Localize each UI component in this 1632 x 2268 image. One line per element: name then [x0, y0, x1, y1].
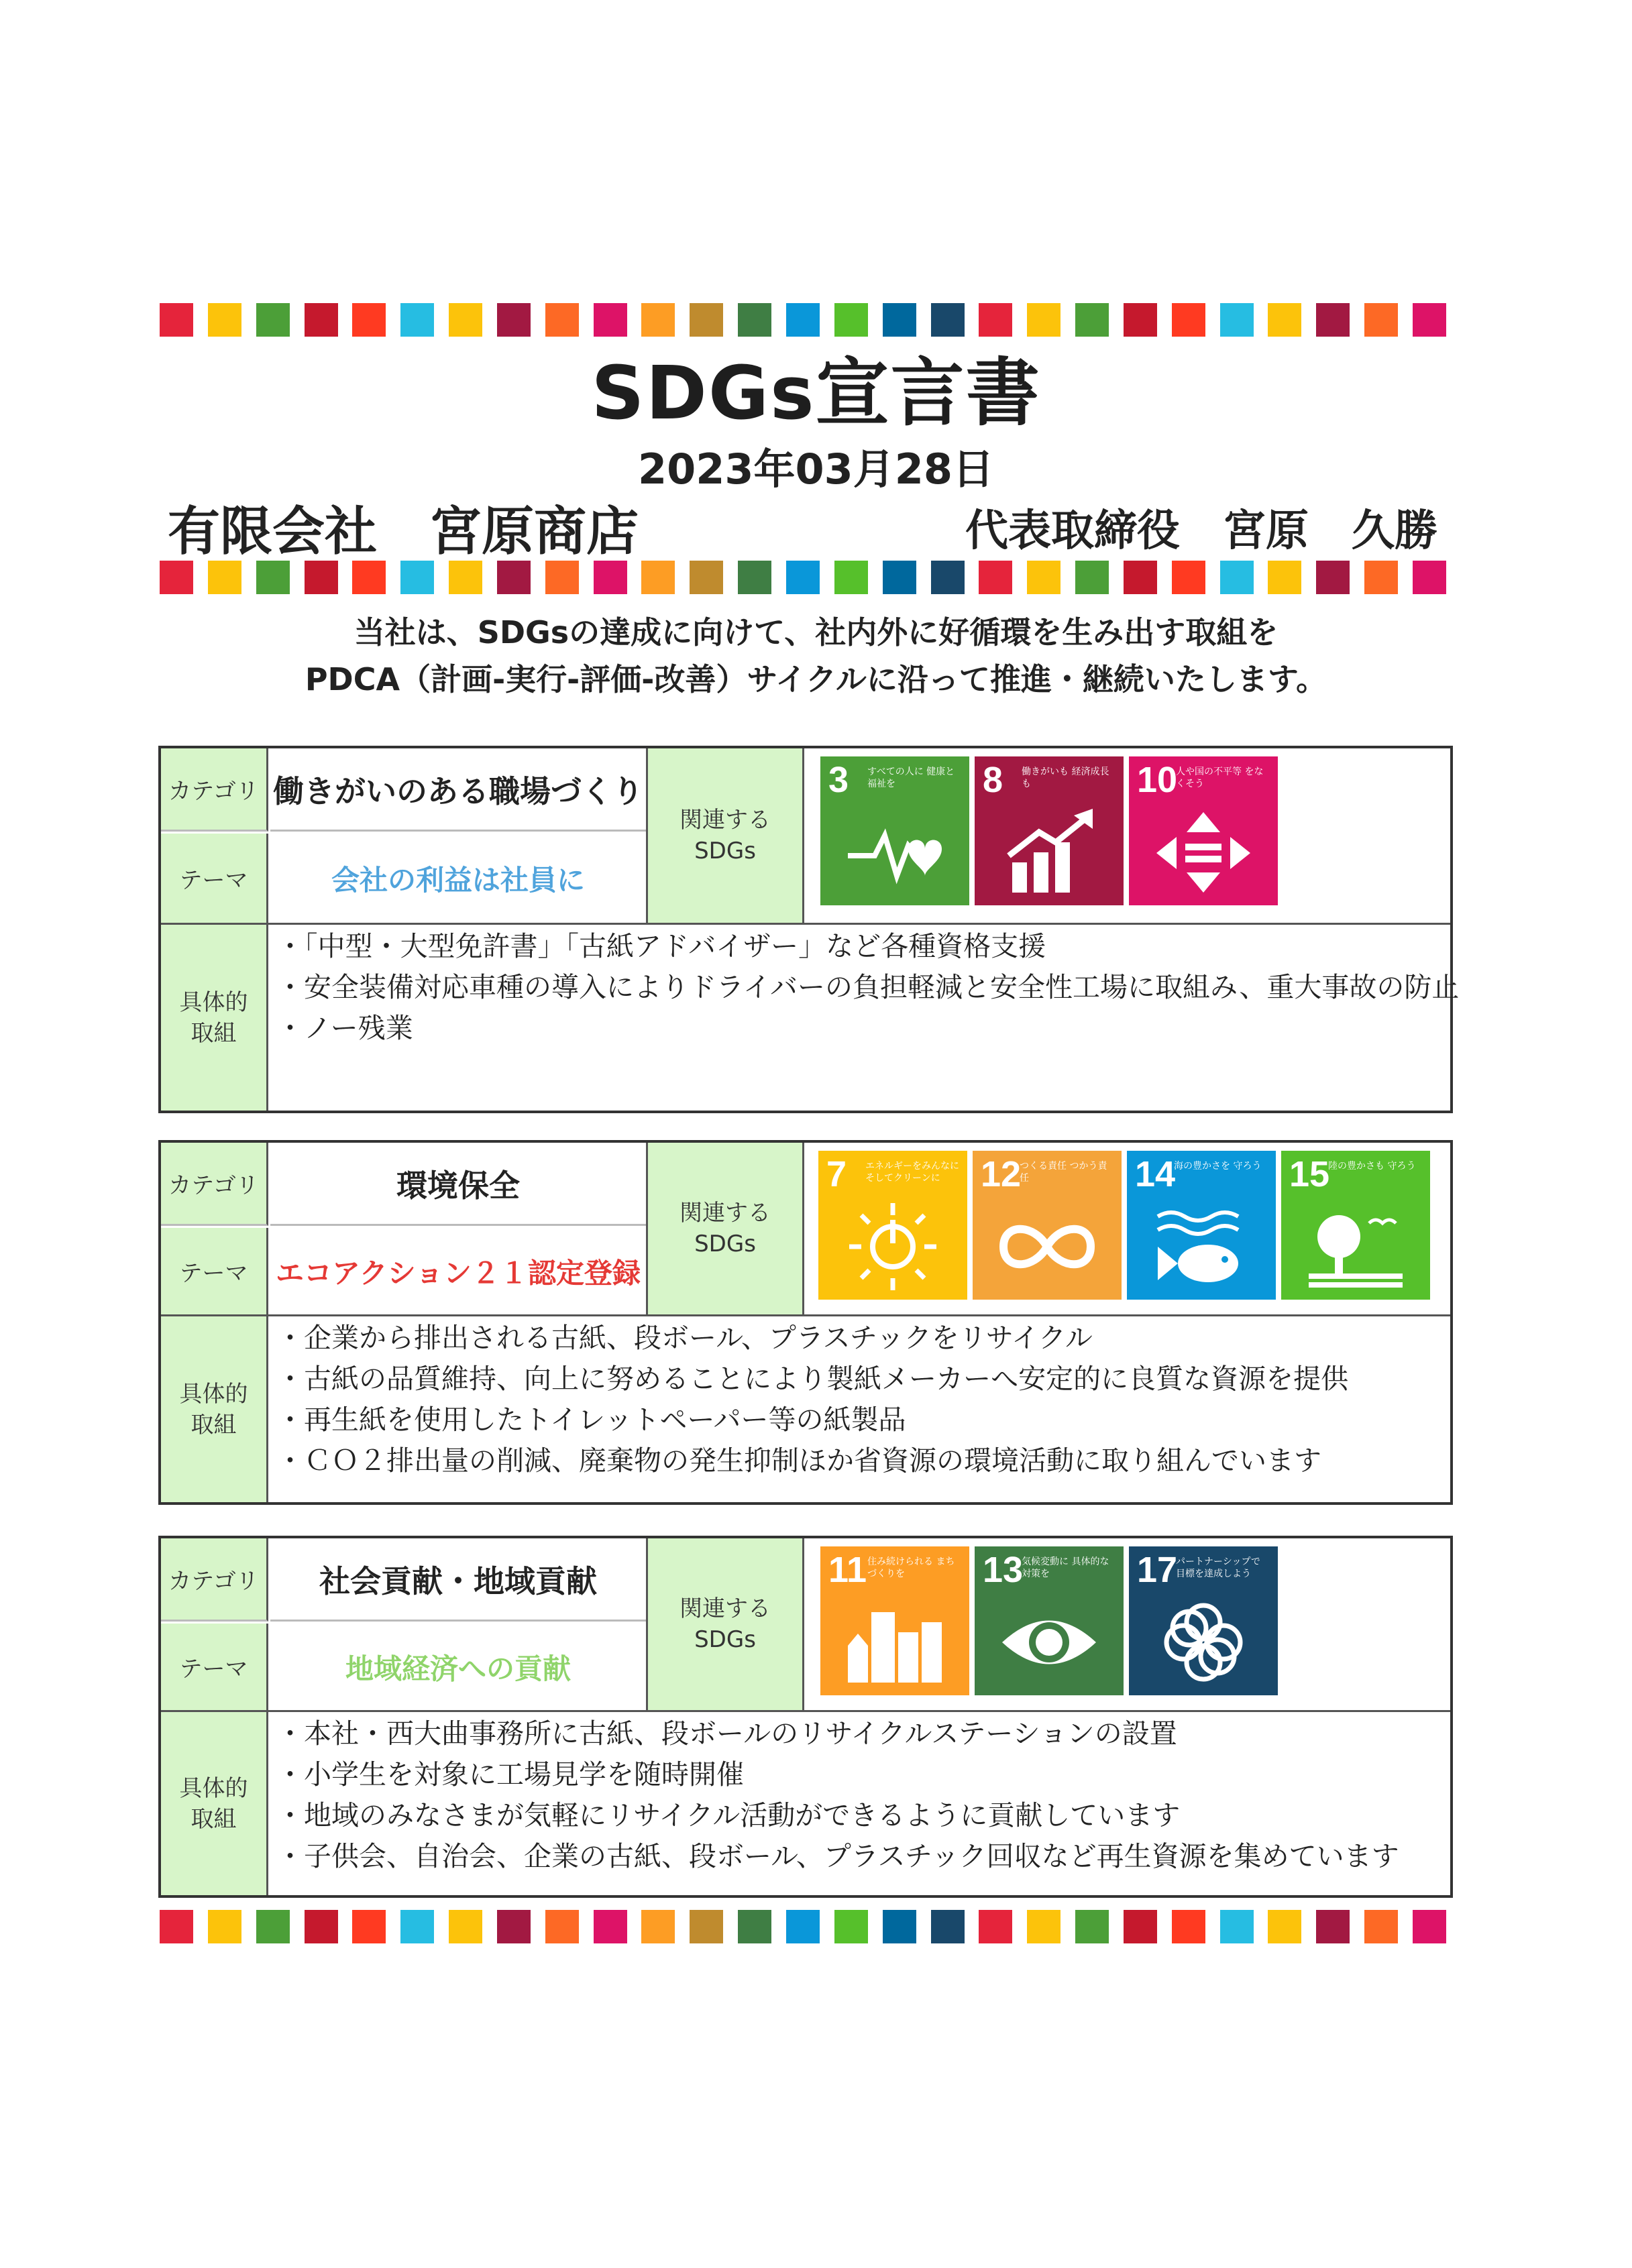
sdg-number: 10: [1137, 760, 1178, 800]
fish-icon: [1151, 1203, 1252, 1290]
color-square: [400, 1910, 434, 1943]
sdg-icon-row: [820, 756, 1278, 905]
color-square: [1316, 303, 1350, 337]
earth-eye-icon: [999, 1599, 1099, 1686]
color-square: [1027, 303, 1060, 337]
sdg-goal-7-tile: [818, 1151, 967, 1300]
action-item: ・「中型・大型免許書」「古紙アドバイザー」など各種資格支援: [276, 930, 1046, 962]
color-square: [1220, 303, 1254, 337]
sdg-caption: すべての人に 健康と福祉を: [867, 767, 955, 789]
color-square: [883, 1910, 916, 1943]
category-value: 環境保全: [270, 1143, 646, 1226]
color-square: [1172, 1910, 1205, 1943]
color-square: [1124, 303, 1157, 337]
color-square: [497, 1910, 531, 1943]
color-square: [738, 1910, 771, 1943]
theme-value: 会社の利益は社員に: [331, 863, 585, 897]
theme-value: 地域経済への貢献: [345, 1652, 571, 1685]
sdg-number: 11: [828, 1550, 867, 1590]
color-square: [786, 561, 820, 594]
color-square: [1075, 1910, 1109, 1943]
declaration-date: 2023年03月28日: [637, 445, 995, 494]
category-label: カテゴリ: [161, 748, 268, 832]
color-square: [1413, 303, 1446, 337]
header-divider: [161, 1710, 1450, 1712]
color-strip-bottom: [160, 1910, 1446, 1943]
sdg-caption: 住み続けられる まちづくりを: [867, 1556, 955, 1579]
sun-power-icon: [842, 1203, 943, 1290]
color-square: [594, 561, 627, 594]
city-icon: [845, 1599, 945, 1686]
sdg-goal-12-tile: [973, 1151, 1122, 1300]
category-label: カテゴリ: [161, 1143, 268, 1226]
color-square: [1172, 561, 1205, 594]
theme-value: エコアクション２１認定登録: [276, 1256, 641, 1290]
sdg-number: 7: [826, 1154, 847, 1194]
color-square: [305, 1910, 338, 1943]
color-square: [1075, 303, 1109, 337]
color-square: [1364, 1910, 1398, 1943]
company-name: 有限会社 宮原商店: [168, 502, 639, 562]
tree-icon: [1305, 1203, 1406, 1290]
color-square: [208, 1910, 241, 1943]
action-item: ・小学生を対象に工場見学を随時開催: [276, 1758, 744, 1791]
category-value: 働きがいのある職場づくり: [270, 748, 646, 832]
color-square: [1075, 561, 1109, 594]
actions-label: 具体的 取組: [161, 1712, 268, 1895]
sdg-caption: 働きがいも 経済成長も: [1022, 767, 1109, 789]
color-square: [690, 303, 723, 337]
actions-label: 具体的 取組: [161, 1316, 268, 1502]
color-square: [1027, 1910, 1060, 1943]
color-square: [931, 303, 965, 337]
sdg-goal-3-tile: [820, 756, 969, 905]
color-square: [931, 1910, 965, 1943]
color-square: [305, 303, 338, 337]
sdg-caption: 陸の豊かさも 守ろう: [1328, 1161, 1416, 1172]
action-item: ・ＣＯ２排出量の削減、廃棄物の発生抑制ほか省資源の環境活動に取り組んでいます: [276, 1444, 1321, 1477]
color-square: [449, 303, 482, 337]
color-square: [1124, 561, 1157, 594]
color-square: [305, 561, 338, 594]
color-square: [1220, 1910, 1254, 1943]
intro-line-2: PDCA（計画-実行-評価-改善）サイクルに沿って推進・継続いたします。: [305, 661, 1327, 697]
related-sdgs-label: 関連する SDGs: [646, 1538, 804, 1710]
sdg-number: 13: [983, 1550, 1024, 1590]
color-square: [449, 561, 482, 594]
color-square: [1268, 1910, 1301, 1943]
color-square: [931, 561, 965, 594]
color-strip-middle: [160, 561, 1446, 594]
color-square: [738, 561, 771, 594]
sdgs-section-environment: [158, 1140, 1453, 1505]
sdg-icon-row: [818, 1151, 1430, 1300]
color-square: [1268, 303, 1301, 337]
theme-label: テーマ: [161, 1228, 268, 1314]
color-square: [1316, 561, 1350, 594]
color-square: [1413, 1910, 1446, 1943]
color-square: [641, 303, 675, 337]
heartbeat-icon: [845, 809, 945, 896]
color-square: [786, 303, 820, 337]
sdg-caption: エネルギーをみんなに そしてクリーンに: [865, 1161, 959, 1184]
sdg-number: 12: [981, 1154, 1022, 1194]
color-strip-top: [160, 303, 1446, 337]
color-square: [160, 561, 193, 594]
color-square: [1220, 561, 1254, 594]
sdg-number: 14: [1135, 1154, 1176, 1194]
intro-line-1: 当社は、SDGsの達成に向けて、社内外に好循環を生み出す取組を: [353, 614, 1279, 650]
color-square: [160, 1910, 193, 1943]
representative-name: 代表取締役 宮原 久勝: [965, 506, 1437, 556]
infinity-icon: [997, 1203, 1097, 1290]
color-square: [352, 1910, 386, 1943]
action-item: ・地域のみなさまが気軽にリサイクル活動ができるように貢献しています: [276, 1799, 1181, 1831]
color-square: [786, 1910, 820, 1943]
sdg-number: 15: [1289, 1154, 1330, 1194]
sdg-goal-17-tile: [1129, 1546, 1278, 1695]
sdg-caption: パートナーシップで 目標を達成しよう: [1176, 1556, 1260, 1579]
actions-list: [272, 926, 1460, 1049]
sdg-goal-13-tile: [975, 1546, 1124, 1695]
color-square: [545, 303, 579, 337]
sdg-goal-15-tile: [1281, 1151, 1430, 1300]
color-square: [594, 303, 627, 337]
sdg-caption: 気候変動に 具体的な対策を: [1022, 1556, 1109, 1579]
action-item: ・企業から排出される古紙、段ボール、プラスチックをリサイクル: [276, 1322, 1093, 1354]
action-item: ・子供会、自治会、企業の古紙、段ボール、プラスチック回収など再生資源を集めています: [276, 1840, 1399, 1872]
sdg-number: 8: [983, 760, 1003, 800]
category-label: カテゴリ: [161, 1538, 268, 1622]
header-divider: [161, 1314, 1450, 1316]
intro-text: [0, 609, 1632, 703]
action-item: ・古紙の品質維持、向上に努めることにより製紙メーカーへ安定的に良質な資源を提供: [276, 1363, 1349, 1395]
color-square: [979, 561, 1012, 594]
color-square: [979, 1910, 1012, 1943]
color-square: [690, 1910, 723, 1943]
color-square: [834, 561, 868, 594]
color-square: [641, 1910, 675, 1943]
sdg-goal-8-tile: [975, 756, 1124, 905]
sdg-caption: つくる責任 つかう責任: [1020, 1161, 1107, 1184]
theme-label: テーマ: [161, 1624, 268, 1710]
color-square: [834, 1910, 868, 1943]
color-square: [160, 303, 193, 337]
related-sdgs-label: 関連する SDGs: [646, 1143, 804, 1314]
color-square: [545, 561, 579, 594]
growth-chart-icon: [999, 809, 1099, 896]
category-value: 社会貢献・地域貢献: [270, 1538, 646, 1622]
color-square: [256, 1910, 290, 1943]
color-square: [497, 561, 531, 594]
color-square: [834, 303, 868, 337]
color-square: [979, 303, 1012, 337]
color-square: [352, 303, 386, 337]
color-square: [1364, 303, 1398, 337]
page-title: SDGs宣言書: [591, 350, 1041, 436]
actions-list: [272, 1713, 1450, 1877]
sdg-goal-10-tile: [1129, 756, 1278, 905]
sdg-number: 3: [828, 760, 849, 800]
color-square: [883, 303, 916, 337]
sdg-goal-14-tile: [1127, 1151, 1276, 1300]
color-square: [208, 561, 241, 594]
sdg-caption: 人や国の不平等 をなくそう: [1176, 767, 1264, 789]
color-square: [690, 561, 723, 594]
color-square: [256, 561, 290, 594]
sdg-caption: 海の豊かさを 守ろう: [1174, 1161, 1262, 1172]
action-item: ・本社・西大曲事務所に古紙、段ボールのリサイクルステーションの設置: [276, 1717, 1177, 1750]
color-square: [1268, 561, 1301, 594]
action-item: ・ノー残業: [276, 1012, 413, 1044]
sdgs-section-workplace: [158, 746, 1460, 1113]
sdgs-section-community: [158, 1536, 1453, 1898]
color-square: [256, 303, 290, 337]
color-square: [883, 561, 916, 594]
color-square: [1316, 1910, 1350, 1943]
color-square: [352, 561, 386, 594]
action-item: ・安全装備対応車種の導入によりドライバーの負担軽減と安全性工場に取組み、重大事故の防止: [276, 971, 1460, 1003]
color-square: [594, 1910, 627, 1943]
color-square: [449, 1910, 482, 1943]
color-square: [1172, 303, 1205, 337]
color-square: [738, 303, 771, 337]
actions-label: 具体的 取組: [161, 925, 268, 1111]
color-square: [1364, 561, 1398, 594]
color-square: [208, 303, 241, 337]
color-square: [641, 561, 675, 594]
color-square: [1027, 561, 1060, 594]
color-square: [497, 303, 531, 337]
theme-label: テーマ: [161, 834, 268, 923]
color-square: [400, 303, 434, 337]
equality-icon: [1153, 809, 1254, 896]
color-square: [1124, 1910, 1157, 1943]
color-square: [400, 561, 434, 594]
color-square: [1413, 561, 1446, 594]
actions-list: [272, 1318, 1450, 1481]
partnership-flower-icon: [1153, 1599, 1254, 1686]
related-sdgs-label: 関連する SDGs: [646, 748, 804, 923]
color-square: [545, 1910, 579, 1943]
sdg-goal-11-tile: [820, 1546, 969, 1695]
action-item: ・再生紙を使用したトイレットペーパー等の紙製品: [276, 1404, 906, 1436]
sdg-icon-row: [820, 1546, 1278, 1695]
sdg-number: 17: [1137, 1550, 1178, 1590]
header-divider: [161, 923, 1450, 925]
